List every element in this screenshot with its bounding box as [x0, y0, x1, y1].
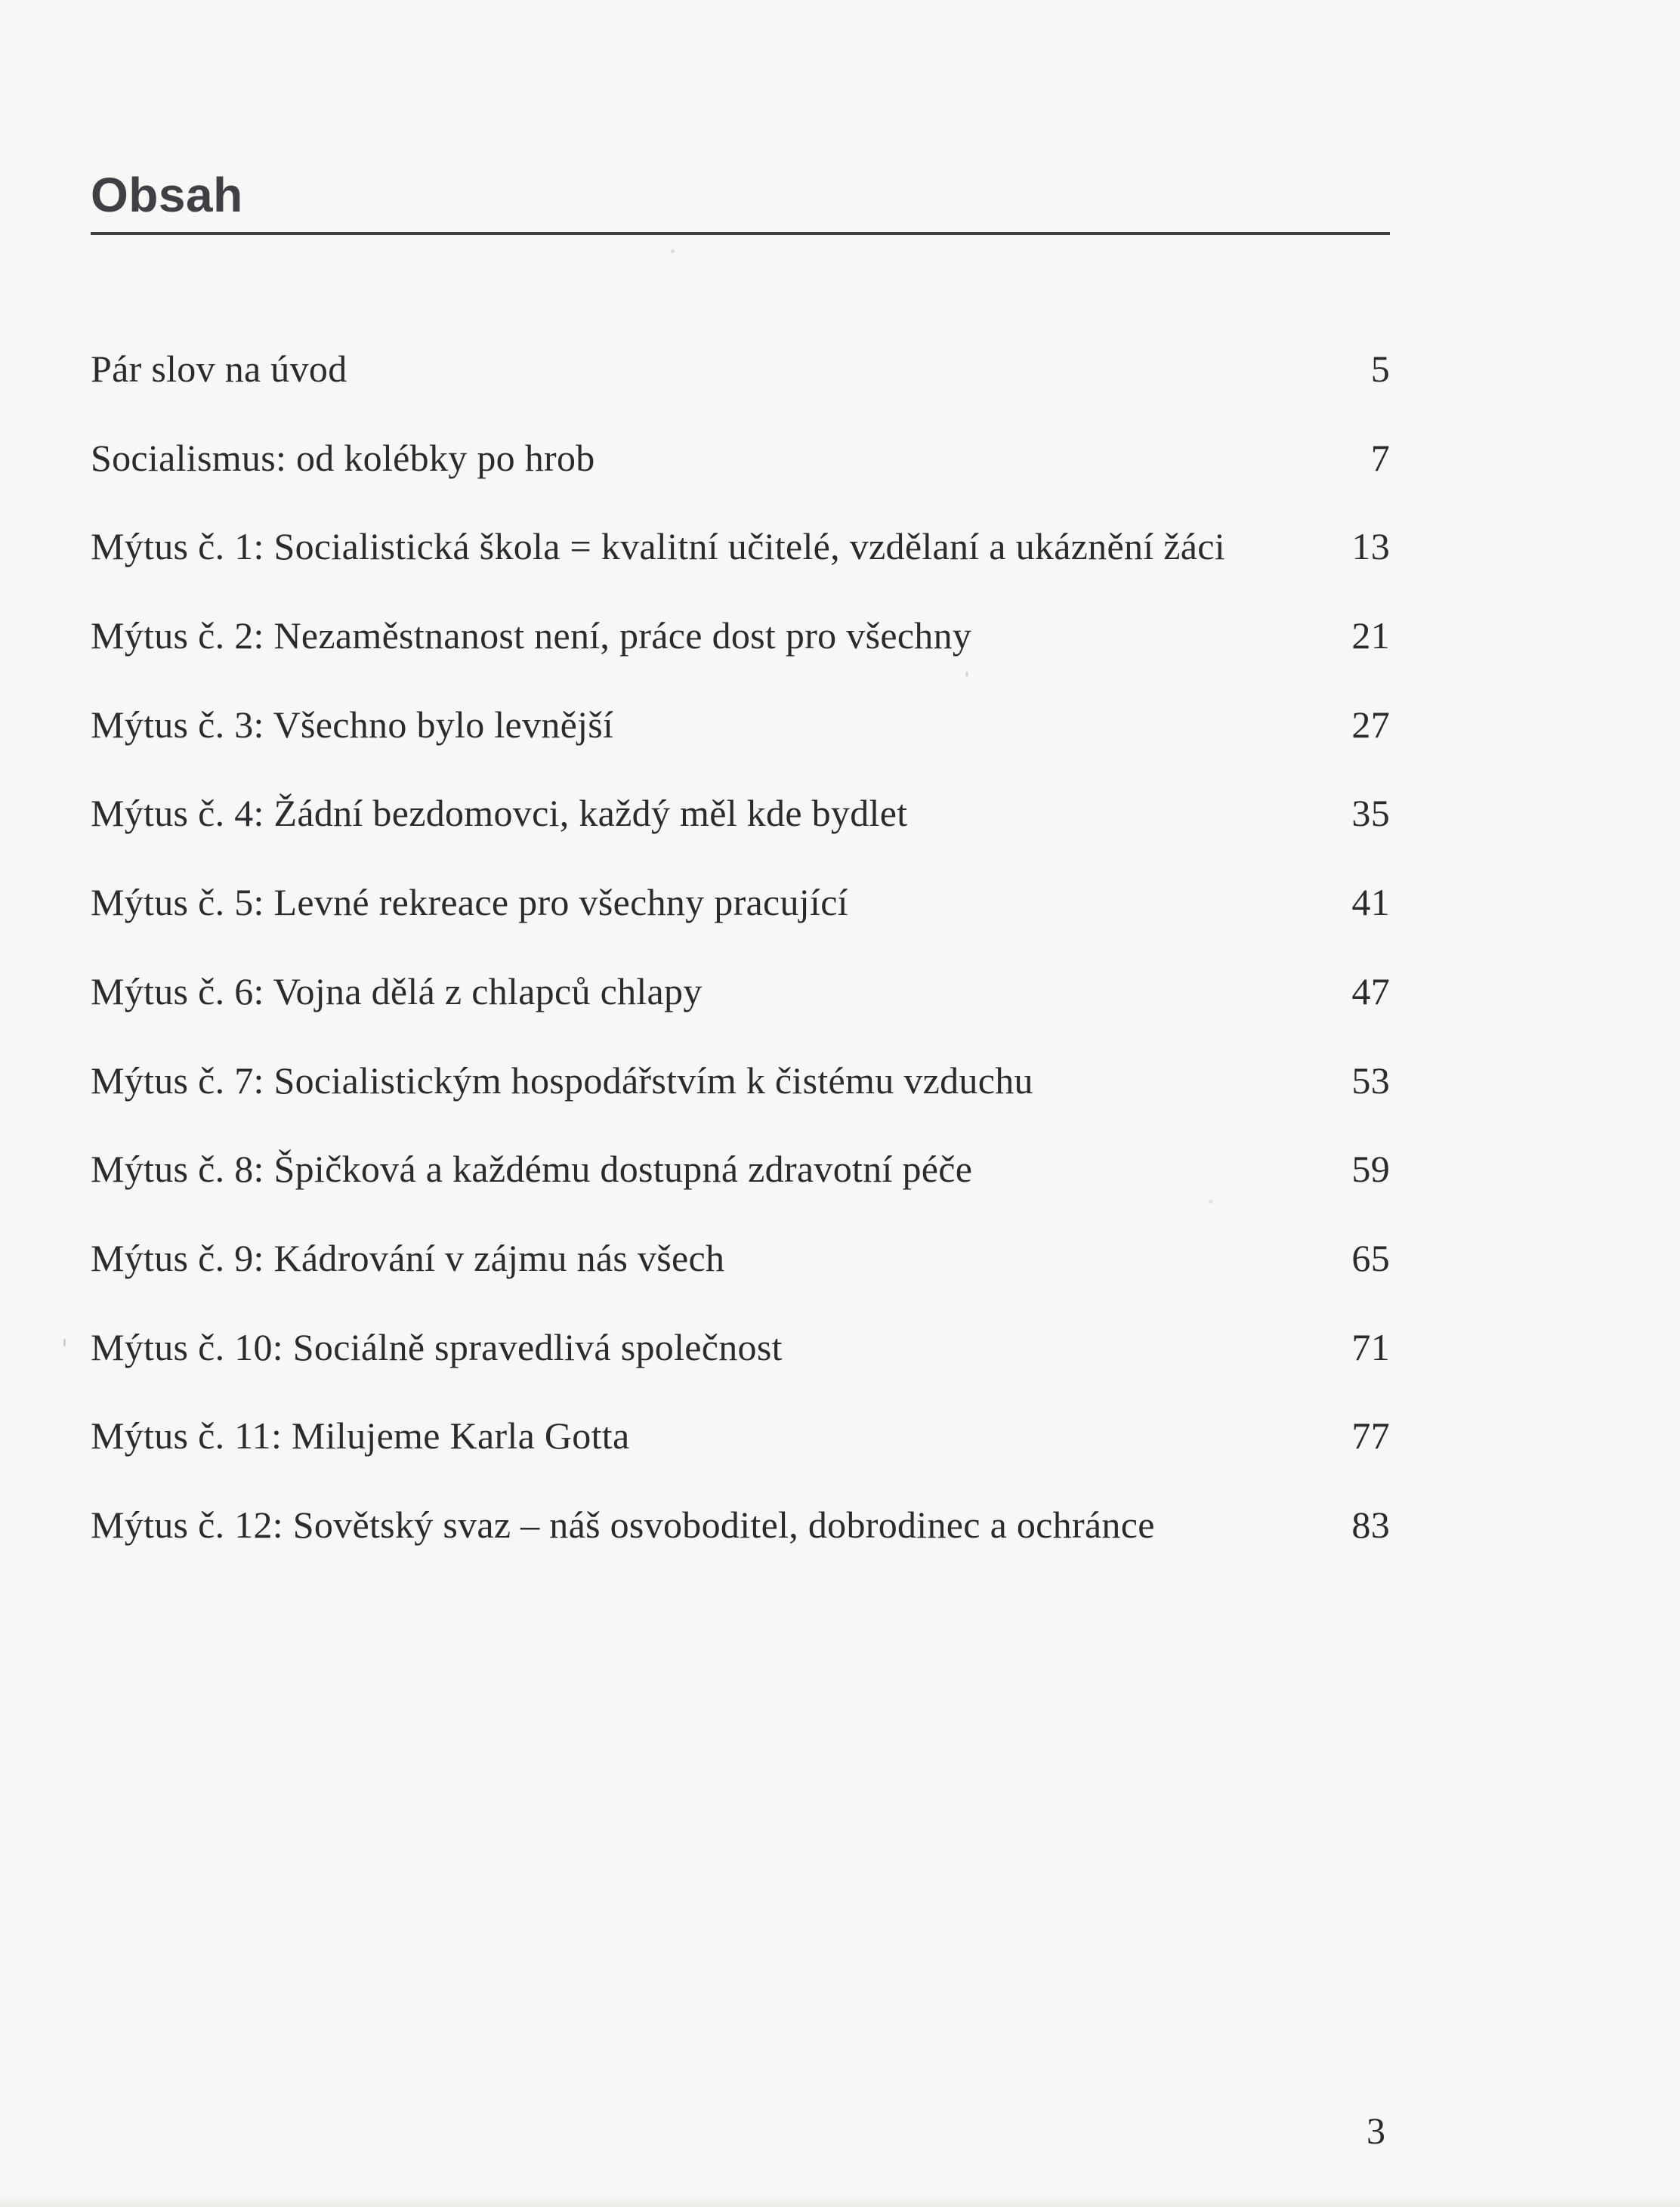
toc-entry-title: Mýtus č. 2: Nezaměstnanost není, práce dost pro všechny — [91, 614, 972, 657]
toc-entry-page-number: 13 — [1351, 525, 1390, 568]
toc-entry-title: Socialismus: od kolébky po hrob — [91, 436, 595, 479]
toc-entry-page-number: 65 — [1351, 1236, 1390, 1279]
toc-entry-row — [91, 350, 1390, 439]
toc-entry-title: Mýtus č. 3: Všechno bylo levnější — [91, 703, 614, 746]
toc-entry-row — [91, 1059, 1390, 1151]
toc-entry-title: Mýtus č. 8: Špičková a každému dostupná zdravotní péče — [91, 1148, 973, 1191]
toc-entry-title: Mýtus č. 5: Levné rekreace pro všechny pracující — [91, 881, 848, 924]
toc-entry-row — [91, 883, 1390, 972]
toc-entry-row — [91, 527, 1390, 617]
toc-entry-title: Mýtus č. 9: Kádrování v zájmu nás všech — [91, 1236, 725, 1279]
toc-entry-title: Mýtus č. 7: Socialistickým hospodářstvím k čistému vzduchu — [91, 1059, 1033, 1102]
table-of-contents — [91, 350, 1390, 1595]
toc-entry-row — [91, 703, 1390, 795]
toc-entry-row — [91, 1503, 1390, 1595]
toc-entry-title: Mýtus č. 6: Vojna dělá z chlapců chlapy — [91, 969, 703, 1012]
title-rule — [91, 232, 1390, 235]
toc-entry-row — [91, 1150, 1390, 1239]
toc-entry-title: Mýtus č. 10: Sociálně spravedlivá společnost — [91, 1325, 783, 1368]
folio-page-number: 3 — [1367, 2110, 1385, 2152]
toc-entry-title: Mýtus č. 11: Milujeme Karla Gotta — [91, 1414, 630, 1457]
toc-entry-page-number: 83 — [1351, 1503, 1390, 1546]
scan-speck — [671, 249, 675, 253]
scan-speck — [63, 1339, 66, 1346]
toc-entry-page-number: 53 — [1351, 1059, 1390, 1102]
toc-entry-row — [91, 1236, 1390, 1328]
toc-entry-page-number: 35 — [1351, 792, 1390, 835]
toc-entry-page-number: 5 — [1370, 348, 1390, 390]
toc-entry-row — [91, 1414, 1390, 1506]
scan-speck — [965, 672, 968, 677]
toc-entry-page-number: 41 — [1351, 881, 1390, 924]
toc-entry-page-number: 47 — [1351, 969, 1390, 1012]
toc-entry-row — [91, 1325, 1390, 1417]
toc-entry-page-number: 27 — [1351, 703, 1390, 746]
page-title: Obsah — [91, 168, 243, 222]
toc-entry-row — [91, 436, 1390, 528]
toc-entry-title: Mýtus č. 4: Žádní bezdomovci, každý měl kde bydlet — [91, 792, 908, 835]
toc-entry-row — [91, 794, 1390, 883]
scan-speck — [1209, 1200, 1213, 1204]
toc-entry-row — [91, 969, 1390, 1062]
toc-entry-page-number: 21 — [1351, 614, 1390, 657]
toc-entry-title: Mýtus č. 1: Socialistická škola = kvalitní učitelé, vzdělaní a ukáznění žáci — [91, 525, 1225, 568]
toc-entry-page-number: 71 — [1351, 1325, 1390, 1368]
toc-entry-title: Mýtus č. 12: Sovětský svaz – náš osvoboditel, dobrodinec a ochránce — [91, 1503, 1155, 1546]
toc-entry-title: Pár slov na úvod — [91, 348, 347, 390]
toc-entry-page-number: 77 — [1351, 1414, 1390, 1457]
toc-entry-page-number: 7 — [1370, 436, 1390, 479]
page-bottom-edge-shadow — [0, 2196, 1680, 2207]
toc-entry-row — [91, 614, 1390, 706]
toc-entry-page-number: 59 — [1351, 1148, 1390, 1191]
